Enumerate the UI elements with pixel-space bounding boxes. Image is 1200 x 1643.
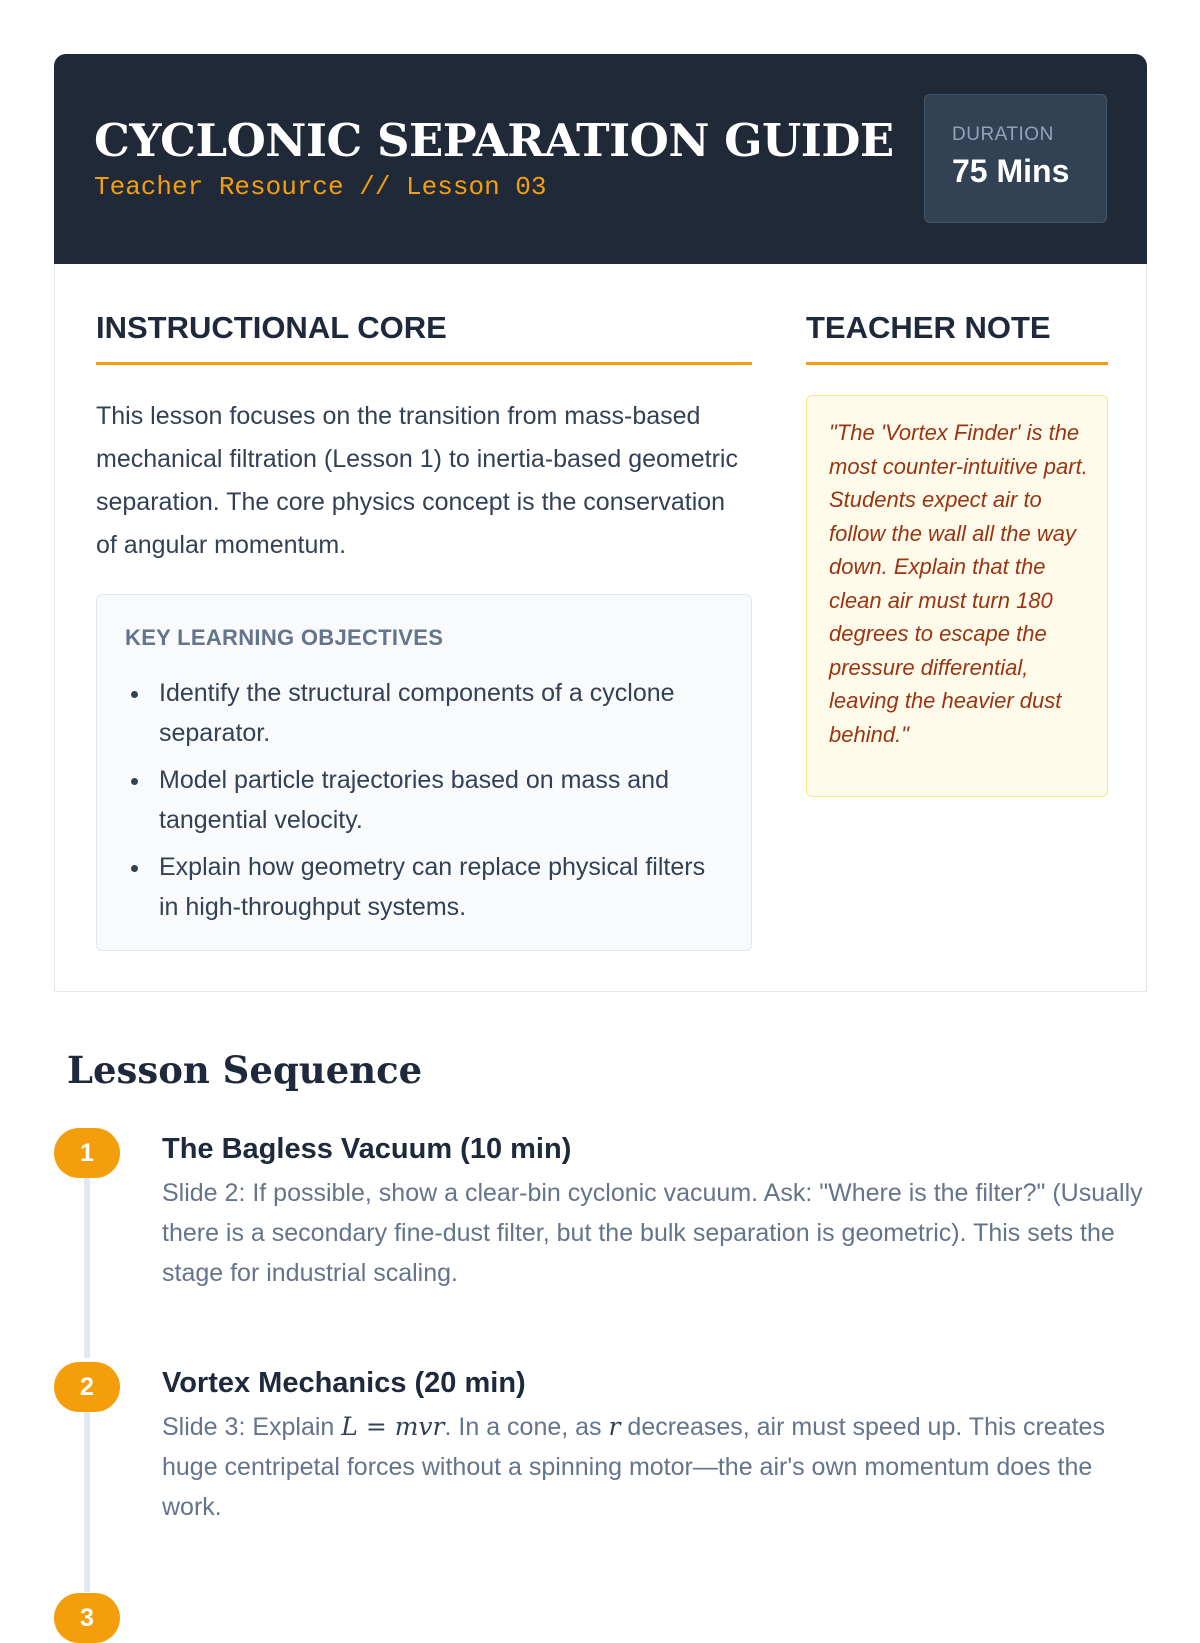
step-body-text: decreases, air must speed up. This creates huge centripetal forces without a spinning motor—the air's own momentum does the work. [162,1413,1105,1521]
objectives-box [96,594,752,951]
guide-header [54,54,1147,264]
duration-label: DURATION [952,124,1054,145]
timeline-line [84,1412,90,1592]
bullet-icon [131,778,138,785]
objective-item [125,760,725,840]
step-body-text: . In a cone, as [444,1413,609,1441]
objective-text: Identify the structural components of a cyclone separator. [159,679,675,747]
objective-text: Model particle trajectories based on mass and tangential velocity. [159,766,669,834]
duration-badge [924,94,1107,223]
page-subtitle: Teacher Resource // Lesson 03 [94,172,547,202]
objective-item [125,847,725,927]
core-description: This lesson focuses on the transition from mass-based mechanical filtration (Lesson 1) to inertia-based geometric separation. The core physics concept is the conservation of angular momentum. [96,402,738,559]
objective-item [125,673,725,753]
step-title: The Bagless Vacuum (10 min) [162,1133,572,1165]
timeline-line [84,1178,90,1358]
bullet-icon [131,691,138,698]
step-title: Vortex Mechanics (20 min) [162,1367,526,1399]
formula-text: L = mvr [341,1412,445,1441]
step-number-badge: 1 [54,1128,120,1178]
page-title: CYCLONIC SEPARATION GUIDE [94,114,894,167]
step-body-text: Slide 3: Explain [162,1413,342,1441]
objectives-list [125,673,725,934]
step-number-badge: 2 [54,1362,120,1412]
step-body [162,1407,1147,1527]
objective-text: Explain how geometry can replace physical filters in high-throughput systems. [159,853,706,921]
objectives-title: KEY LEARNING OBJECTIVES [125,625,444,650]
teacher-note-heading: TEACHER NOTE [806,310,1108,365]
step-number-badge: 3 [54,1593,120,1643]
instructional-core-card [54,264,1147,992]
teacher-note-text: "The 'Vortex Finder' is the most counter-intuitive part. Students expect air to follow the wall all the way down. Explain that the clean air must turn 180 degrees to escape the pressure differential, leaving the heavier dust behind." [829,420,1088,747]
duration-value: 75 Mins [952,153,1070,189]
teacher-note-box [806,395,1108,797]
step-body: Slide 2: If possible, show a clear-bin cyclonic vacuum. Ask: "Where is the filter?" (Usually there is a secondary fine-dust filter, but the bulk separation is geometric). This sets the stage for industrial scaling. [162,1179,1143,1287]
bullet-icon [131,865,138,872]
lesson-sequence-title: Lesson Sequence [67,1048,423,1092]
instructional-core-heading: INSTRUCTIONAL CORE [96,310,752,365]
variable-text: r [608,1412,621,1441]
